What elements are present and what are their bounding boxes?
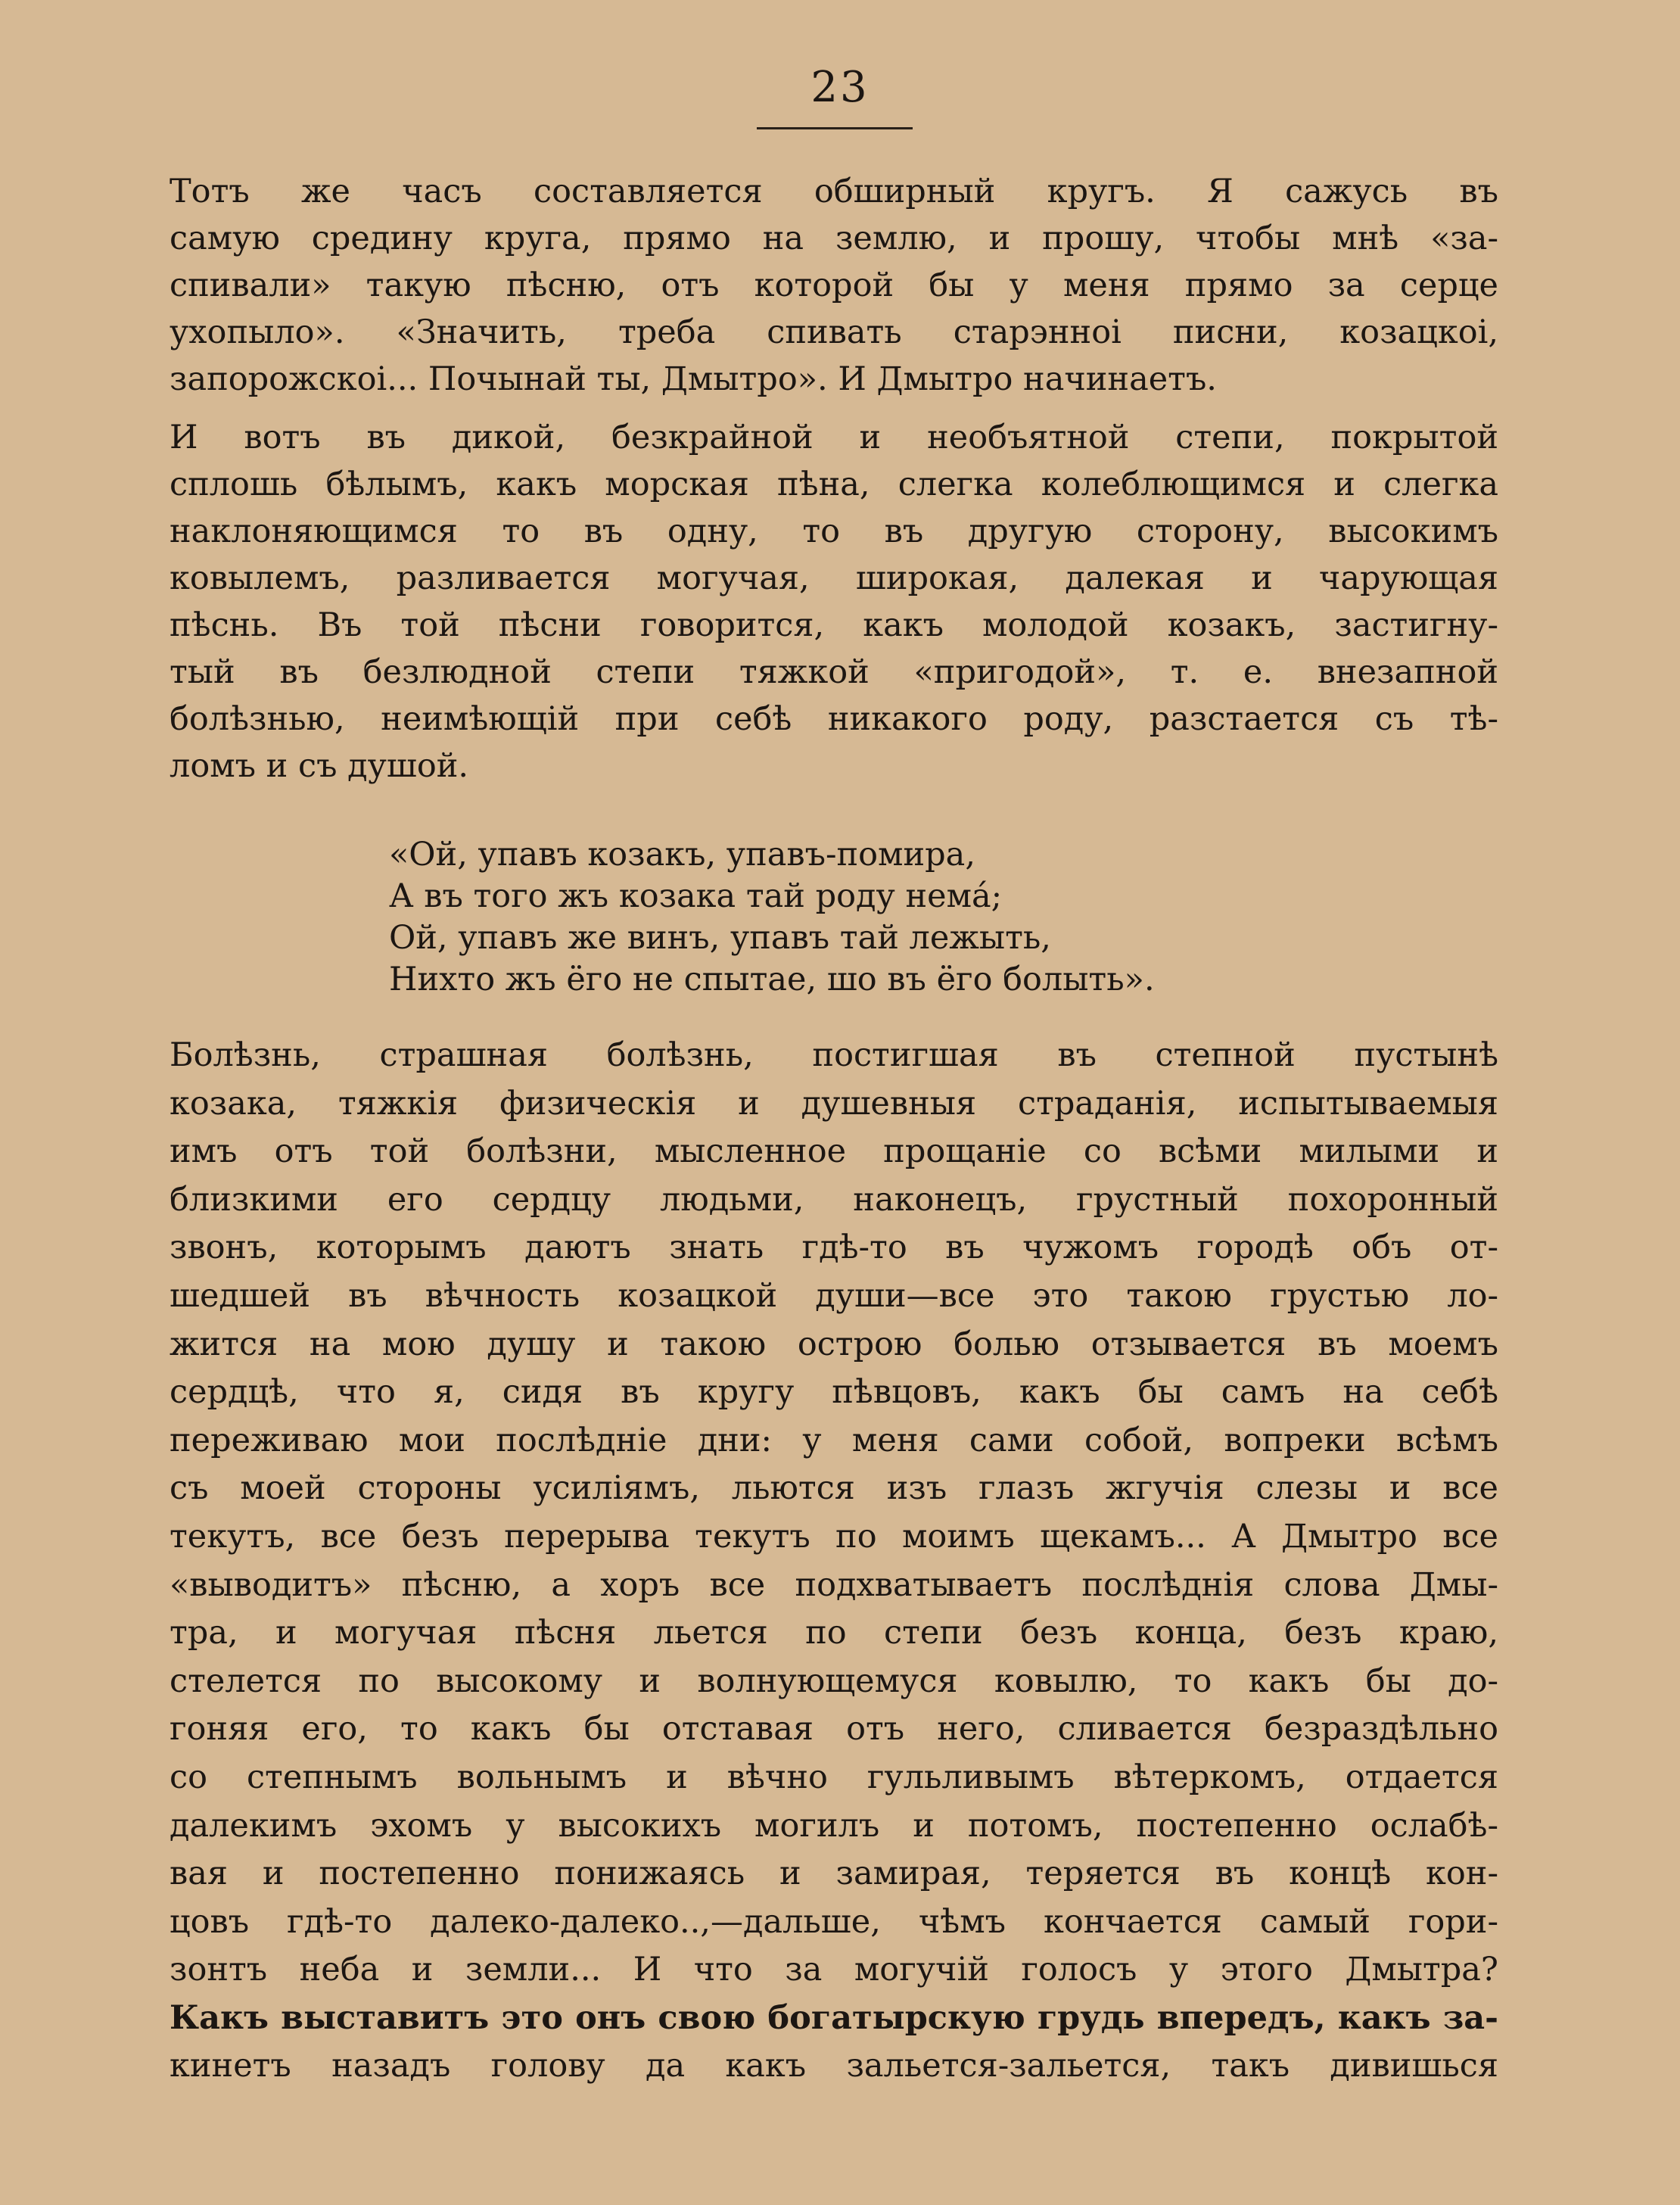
text-line: жится на мою душу и такою острою болью отзывается въ моемъ [170, 1325, 1498, 1363]
text-line: текутъ, все безъ перерыва текутъ по моимъ щекамъ... А Дмытро все [170, 1517, 1498, 1556]
text-line: гоняя его, то какъ бы отставая отъ него, сливается безраздѣльно [170, 1710, 1498, 1749]
text-line: со степнымъ вольнымъ и вѣчно гульливымъ вѣтеркомъ, отдается [170, 1758, 1498, 1796]
text-line: стелется по высокому и волнующемуся ковылю, то какъ бы до- [170, 1662, 1498, 1700]
text-line: козака, тяжкiя физическiя и душевныя страданiя, испытываемыя [170, 1084, 1498, 1123]
text-line: запорожскоi... Почынай ты, Дмытро». И Дмытро начинаетъ. [170, 360, 1217, 398]
text-line: шедшей въ вѣчность козацкой души—все это такою грустью ло- [170, 1276, 1498, 1315]
text-line: зонтъ неба и земли... И что за могучiй голосъ у этого Дмытра? [170, 1951, 1498, 1989]
text-line: сердцѣ, что я, сидя въ кругу пѣвцовъ, какъ бы самъ на себѣ [170, 1373, 1498, 1412]
paragraph-3 [170, 1032, 1498, 2091]
verse-line: «Ой, упавъ козакъ, упавъ-помира, [389, 836, 975, 874]
text-line: ковылемъ, разливается могучая, широкая, далекая и чарующая [170, 559, 1498, 597]
text-line: самую средину круга, прямо на землю, и прошу, чтобы мнѣ «за- [170, 220, 1498, 257]
text-line: вая и постепенно понижаясь и замирая, теряется въ концѣ кон- [170, 1855, 1498, 1893]
text-line: пѣснь. Въ той пѣсни говорится, какъ молодой козакъ, застигну- [170, 606, 1498, 644]
text-line: переживаю мои послѣднiе дни: у меня сами собой, вопреки всѣмъ [170, 1421, 1498, 1459]
paragraph-2 [170, 414, 1498, 790]
text-line: ломъ и съ душой. [170, 747, 469, 785]
text-line: Какъ выставитъ это онъ свою богатырскую грудь впередъ, какъ за- [170, 1998, 1498, 2037]
text-line: имъ отъ той болѣзни, мысленное прощанiе со всѣми милыми и [170, 1132, 1498, 1171]
text-line: близкими его сердцу людьми, наконецъ, грустный похоронный [170, 1180, 1498, 1219]
text-line: болѣзнью, неимѣющiй при себѣ никакого роду, разстается съ тѣ- [170, 700, 1498, 738]
text-line: «выводитъ» пѣсню, а хоръ все подхватываетъ послѣднiя слова Дмы- [170, 1565, 1498, 1604]
text-line: далекимъ эхомъ у высокихъ могилъ и потомъ, постепенно ослабѣ- [170, 1806, 1498, 1845]
text-line: спивали» такую пѣсню, отъ которой бы у меня прямо за серце [170, 266, 1498, 304]
page-number: 23 [810, 63, 870, 112]
text-line: звонъ, которымъ даютъ знать гдѣ-то въ чужомъ городѣ объ от- [170, 1229, 1498, 1267]
text-line: наклоняющимся то въ одну, то въ другую сторону, высокимъ [170, 512, 1498, 550]
text-line: цовъ гдѣ-то далеко-далеко..,—дальше, чѣмъ кончается самый гори- [170, 1902, 1498, 1941]
text-line: Болѣзнь, страшная болѣзнь, постигшая въ степной пустынѣ [170, 1036, 1498, 1074]
text-line: съ моей стороны усилiямъ, льются изъ глазъ жгучiя слезы и все [170, 1469, 1498, 1508]
text-line: тый въ безлюдной степи тяжкой «пригодой», т. е. внезапной [170, 653, 1498, 691]
text-line: Тотъ же часъ составляется обширный кругъ. Я сажусь въ [170, 173, 1498, 210]
page-number-rule [757, 127, 913, 129]
text-line: тра, и могучая пѣсня льется по степи безъ конца, безъ краю, [170, 1614, 1498, 1652]
text-line: кинетъ назадъ голову да какъ зальется-зальется, такъ дивишься [170, 2047, 1498, 2085]
verse-line: Ой, упавъ же винъ, упавъ тай лежыть, [389, 919, 1051, 957]
verse-line: Нихто жъ ёго не спытае, шо въ ёго болыть». [389, 961, 1155, 998]
song-verse [389, 834, 1373, 1001]
text-line: ухопыло». «Значить, треба спивать старэнноi писни, козацкоi, [170, 313, 1498, 351]
text-line: И вотъ въ дикой, безкрайной и необъятной степи, покрытой [170, 419, 1498, 456]
paragraph-1 [170, 168, 1498, 403]
verse-line: А въ того жъ козака тай роду немá; [389, 877, 1003, 915]
text-line: сплошь бѣлымъ, какъ морская пѣна, слегка колеблющимся и слегка [170, 466, 1498, 503]
